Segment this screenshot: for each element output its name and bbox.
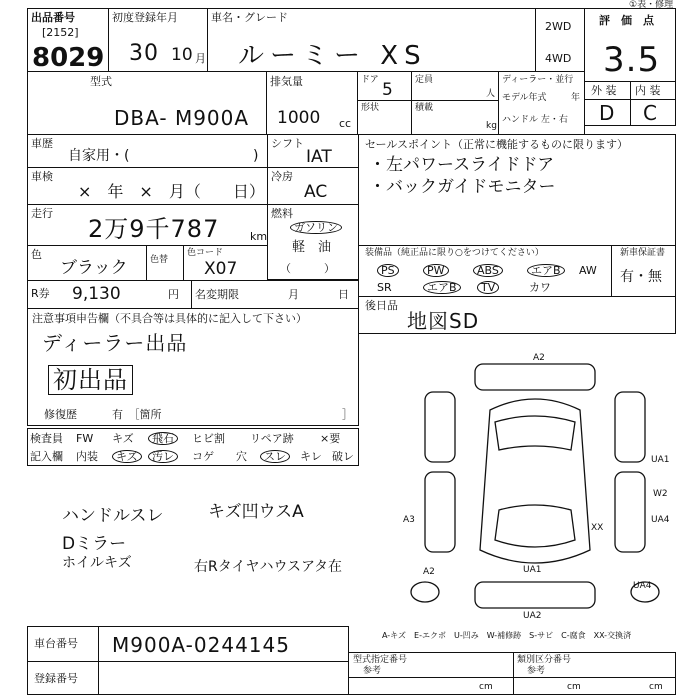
mark-right-xx: XX <box>591 523 604 533</box>
equip-cell <box>358 245 612 297</box>
mark-top: A2 <box>533 353 545 363</box>
equip-airbag2: エアB <box>423 281 461 294</box>
sales-cell <box>358 134 676 246</box>
shift-cell <box>267 134 359 168</box>
ext-label: 外 装 <box>591 84 617 97</box>
shift-value: IAT <box>306 147 332 167</box>
dealer-label: ディーラー・並行 <box>502 75 574 85</box>
mileage-unit: km <box>250 230 268 243</box>
mark-bottom: UA2 <box>523 611 542 620</box>
shape-label: 形状 <box>361 103 380 113</box>
int-label: 内 装 <box>635 84 661 97</box>
car-damage-diagram <box>395 350 685 620</box>
color-value: ブラック <box>60 258 128 278</box>
equip-pw: PW <box>423 264 449 277</box>
reg-year: 30 <box>129 41 159 66</box>
inspector-label-2: 記入欄 <box>30 450 63 463</box>
cm-unit-3: cm <box>649 682 663 692</box>
mark-center: UA1 <box>523 565 542 575</box>
sales-label: セールスポイント（正常に機能するものに限ります） <box>365 138 629 151</box>
category-ref: 参考 <box>527 666 546 676</box>
type-num-ref: 参考 <box>363 666 382 676</box>
lot-number: 8029 <box>32 43 105 73</box>
grade-sub: ①表・修理 <box>629 0 674 10</box>
equip-leather: カワ <box>529 281 551 294</box>
insp-need: ×要 <box>320 432 341 445</box>
lot-code: [2152] <box>42 26 79 39</box>
inspect-label: 車検 <box>31 170 53 183</box>
reg-cell <box>108 8 208 72</box>
reg-month-unit: 月 <box>195 52 206 65</box>
term-cell <box>191 280 359 309</box>
door-label: ドア <box>361 75 379 85</box>
insp-repair: リペア跡 <box>250 432 294 445</box>
grade-label: 評 価 点 <box>599 14 654 27</box>
shift-label: シフト <box>271 137 304 150</box>
model-label: 型式 <box>90 75 112 88</box>
ext-value: D <box>599 101 615 125</box>
notes-line-2: 初出品 <box>48 365 133 395</box>
term-month: 月 <box>288 288 299 301</box>
car-label: 車名・グレード <box>211 11 288 24</box>
drive-cell <box>535 8 585 72</box>
color-cell <box>27 245 147 281</box>
term-label: 名変期限 <box>195 288 239 301</box>
notes-cell <box>27 308 359 426</box>
drive-2wd: 2WD <box>545 20 572 33</box>
reg-month: 10 <box>171 45 193 65</box>
cap-unit: 人 <box>486 89 496 99</box>
color-code-label: 色コード <box>187 248 224 258</box>
recycle-value: 9,130 <box>72 284 121 304</box>
type-num-label: 型式指定番号 <box>353 655 408 665</box>
inspector-cell <box>27 428 359 466</box>
term-day: 日 <box>338 288 349 301</box>
color-label: 色 <box>31 248 42 261</box>
category-label: 類別区分番号 <box>517 655 572 665</box>
disp-cell <box>266 71 358 135</box>
repair-label: 修復歴 <box>44 408 77 421</box>
legend-text: A-キズ E-エクボ U-凹み W-補修跡 S-サビ C-腐食 XX-交換済 <box>382 631 632 640</box>
remark-line-3: 右Rタイヤハウスアタ在 <box>194 559 343 575</box>
handle-label: ハンドル 左・右 <box>502 115 568 125</box>
warranty-label: 新車保証書 <box>620 248 666 258</box>
chassis-label: 車台番号 <box>34 637 78 650</box>
equip-tv: TV <box>477 281 499 294</box>
history-label: 車歴 <box>31 137 53 150</box>
mark-right-ua4: UA4 <box>651 515 670 525</box>
insp-scuff: スレ <box>260 450 290 463</box>
warranty-value: 有・無 <box>620 269 662 285</box>
inspect-cell <box>27 167 268 205</box>
int-value: C <box>643 101 657 125</box>
equip-ps: PS <box>377 264 399 277</box>
drive-4wd: 4WD <box>545 52 572 65</box>
type-num-cell <box>348 652 676 695</box>
color-change-cell <box>146 245 184 281</box>
mileage-cell <box>27 204 268 246</box>
equip-sr: SR <box>377 281 392 294</box>
equip-abs: ABS <box>473 264 503 277</box>
model-cell <box>27 71 267 135</box>
model-value: DBA- M900A <box>114 106 250 130</box>
cap-cell <box>411 71 499 135</box>
history-value: 自家用・( <box>68 148 130 164</box>
reg-label: 初度登録年月 <box>112 11 178 24</box>
insp-int-kizu: キズ <box>112 450 142 463</box>
car-name: ルーミー XS <box>238 41 427 71</box>
fuel-cell <box>267 204 359 280</box>
sales-item-1: ・左パワースライドドア <box>369 155 555 175</box>
model-year-label: モデル年式 <box>502 93 547 103</box>
remark-line-1: ハンドルスレ <box>62 506 164 526</box>
model-year-unit: 年 <box>571 93 581 103</box>
insp-interior: 内装 <box>76 450 98 463</box>
retro-value: 地図SD <box>407 309 480 333</box>
insp-kizu: キズ <box>112 432 134 445</box>
disp-label: 排気量 <box>270 75 303 88</box>
notes-label: 注意事項申告欄（不具合等は具体的に記入して下さい） <box>32 312 307 325</box>
remark-line-1b: キズ凹ウスA <box>208 502 304 522</box>
insp-tear: 破レ <box>332 450 354 463</box>
remark-line-2b: ホイルキズ <box>62 555 132 571</box>
grade-score: 3.5 <box>603 40 661 80</box>
insp-crack: ヒビ割 <box>192 432 225 445</box>
fuel-paren: （ ） <box>280 262 335 275</box>
repair-value: 有 ［箇所 <box>112 408 162 421</box>
cool-cell <box>267 167 359 205</box>
insp-hole: 穴 <box>236 450 247 463</box>
reg-no-label: 登録番号 <box>34 672 78 685</box>
cool-label: 冷房 <box>271 170 293 183</box>
insp-chip: 飛石 <box>148 432 178 445</box>
cap-label: 定員 <box>415 75 434 85</box>
disp-value: 1000 <box>277 108 321 128</box>
equip-airbag: エアB <box>527 264 565 277</box>
insp-burn: コゲ <box>192 450 214 463</box>
insp-dirt: 汚レ <box>148 450 178 463</box>
color-code-cell <box>183 245 268 281</box>
repair-close: ］ <box>342 408 353 421</box>
inspect-value: × 年 × 月（ 日） <box>78 182 265 201</box>
lot-cell <box>27 8 109 72</box>
mark-left-a3: A3 <box>403 515 415 525</box>
door-cell <box>357 71 412 135</box>
mark-right-w2: W2 <box>653 489 668 499</box>
grade-cell <box>584 0 676 126</box>
load-label: 積載 <box>415 103 434 113</box>
retro-label: 後日品 <box>365 299 398 312</box>
recycle-label: R券 <box>31 287 50 300</box>
cool-value: AC <box>304 182 328 202</box>
cm-unit-1: cm <box>479 682 493 692</box>
chassis-cell <box>27 626 349 662</box>
dealer-cell <box>498 71 585 135</box>
recycle-unit: 円 <box>168 288 179 301</box>
car-cell <box>207 8 536 72</box>
insp-cut: キレ <box>300 450 322 463</box>
lot-label: 出品番号 <box>31 11 75 24</box>
sales-item-2: ・バックガイドモニター <box>369 177 556 197</box>
equip-aw: AW <box>579 264 597 277</box>
retro-cell <box>358 296 676 334</box>
reg-no-cell <box>27 661 349 695</box>
recycle-cell <box>27 280 192 309</box>
diagram-marks <box>403 353 670 620</box>
fuel-gas: ガソリン <box>290 221 342 234</box>
fuel-label: 燃料 <box>271 207 293 220</box>
door-value: 5 <box>382 80 393 100</box>
cm-unit-2: cm <box>567 682 581 692</box>
history-close: ) <box>253 148 259 164</box>
chassis-value: M900A-0244145 <box>112 633 290 657</box>
mileage-value: 2万9千787 <box>88 215 220 243</box>
insp-fw: FW <box>76 432 94 445</box>
color-change-label: 色替 <box>150 255 169 265</box>
fuel-diesel: 軽 油 <box>292 240 332 255</box>
load-unit: kg <box>486 121 497 131</box>
disp-unit: cc <box>339 117 352 130</box>
warranty-cell <box>611 245 676 297</box>
inspector-label-1: 検査員 <box>30 432 63 445</box>
mark-right-ua1: UA1 <box>651 455 670 465</box>
color-code-value: X07 <box>204 259 238 279</box>
mileage-label: 走行 <box>31 207 53 220</box>
notes-line-1: ディーラー出品 <box>42 331 188 355</box>
mark-left-a2: A2 <box>423 567 435 577</box>
remark-line-2: Dミラー <box>62 534 127 554</box>
equip-label: 装備品（純正品に限り○をつけてください） <box>365 248 544 258</box>
history-cell <box>27 134 268 168</box>
mark-right-ua4b: UA4 <box>633 581 652 591</box>
